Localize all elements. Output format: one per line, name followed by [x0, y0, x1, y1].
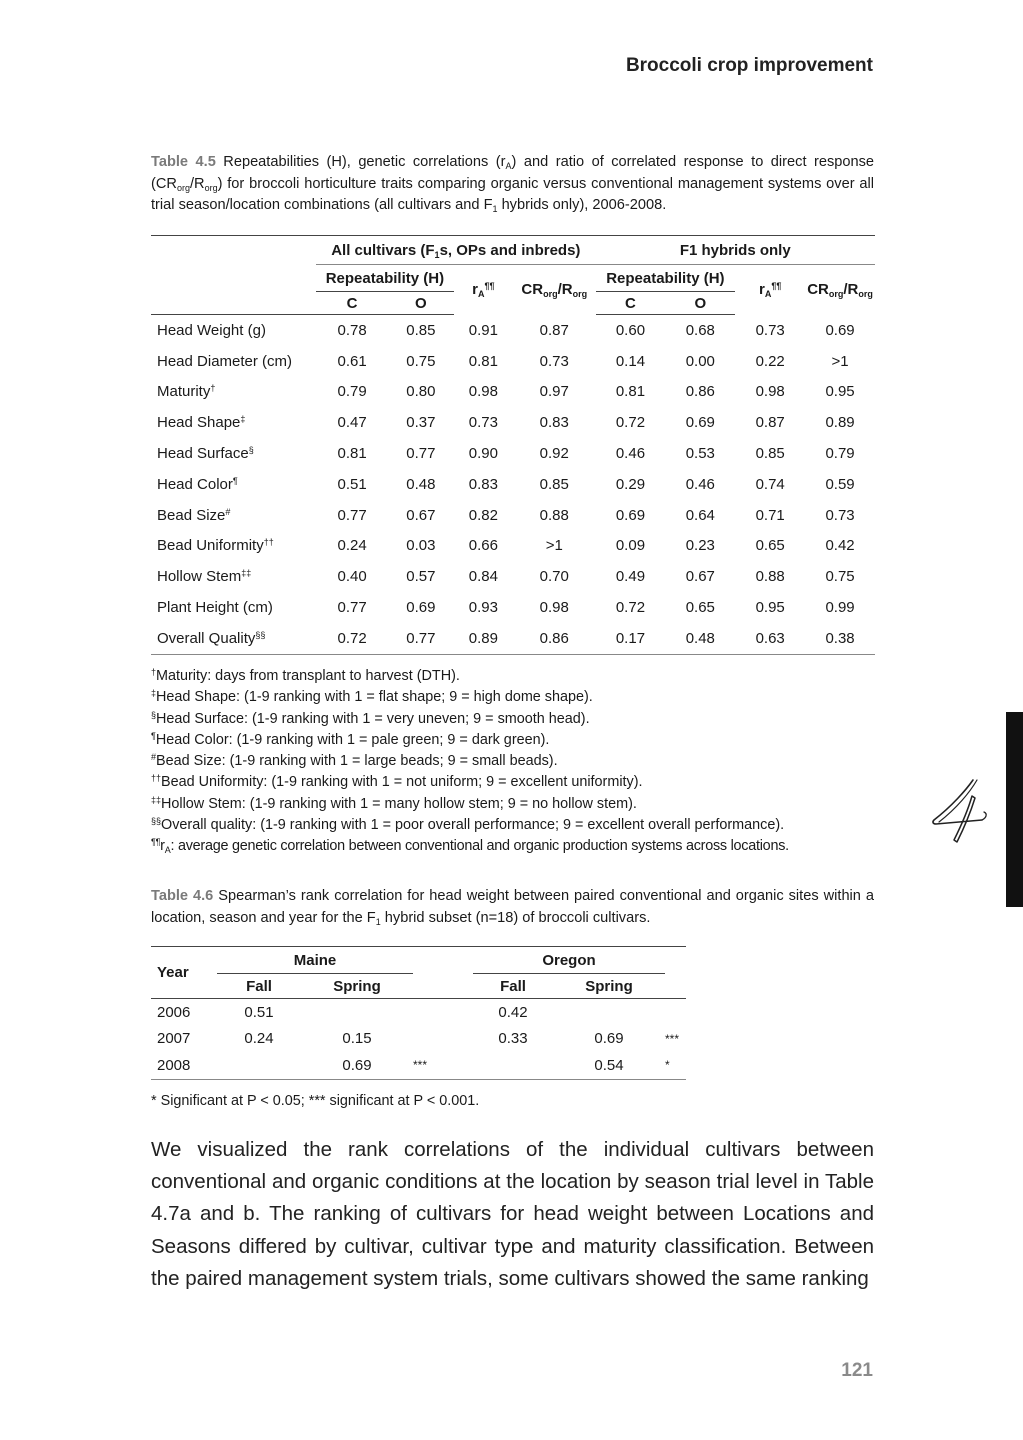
footnote [151, 709, 881, 730]
footnote-mark: ‡ [151, 688, 157, 699]
ra-base: r [472, 281, 478, 299]
value-cell: 0.23 [685, 537, 715, 555]
table-4-5 [151, 235, 875, 655]
table-row [151, 377, 875, 408]
col-o: O [665, 292, 735, 315]
oregon-fall-cell: 0.42 [498, 1003, 528, 1021]
table-row [151, 623, 875, 654]
cr-header [513, 265, 596, 315]
value-cell: 0.73 [825, 506, 855, 524]
table-row [151, 592, 875, 623]
footnote [151, 772, 881, 793]
footnote-mark: ‡‡ [241, 568, 252, 579]
value-cell: 0.95 [825, 383, 855, 401]
footnote [151, 794, 881, 815]
season-fall: Fall [217, 974, 301, 999]
value-cell: 0.48 [406, 475, 436, 493]
trait-cell [151, 377, 316, 408]
value-cell: 0.85 [755, 445, 785, 463]
value-cell: 0.77 [337, 599, 367, 617]
chapter-number-mark [926, 776, 992, 846]
value-cell: 0.95 [755, 599, 785, 617]
trait-cell [151, 407, 316, 438]
header-blank [413, 974, 473, 999]
trait-cell [151, 623, 316, 654]
cr-mid: /R [843, 281, 859, 299]
season-spring: Spring [301, 974, 413, 999]
value-cell: 0.81 [337, 445, 367, 463]
maine-significance [413, 1026, 473, 1053]
header-blank [151, 292, 316, 315]
value-cell: >1 [831, 352, 849, 370]
value-cell: 0.83 [468, 475, 498, 493]
value-cell: 0.09 [615, 537, 646, 555]
value-cell: 0.74 [755, 475, 785, 493]
value-cell: 0.84 [468, 568, 498, 586]
trait-cell [151, 561, 316, 592]
footnote-ra-sub: A [164, 845, 171, 856]
cr-sub: org [828, 289, 844, 300]
trait-label: Maturity [157, 383, 211, 401]
value-cell: 0.75 [406, 352, 436, 370]
trait-cell [151, 438, 316, 469]
ra-header [454, 265, 513, 315]
value-cell: 0.85 [406, 321, 436, 339]
value-cell: 0.66 [468, 537, 498, 555]
value-cell: 0.48 [665, 623, 735, 654]
value-cell: 0.38 [805, 623, 875, 654]
value-cell: 0.88 [755, 568, 785, 586]
footnote [151, 751, 881, 772]
footnote-mark: § [151, 709, 157, 720]
value-cell: 0.79 [825, 445, 855, 463]
value-cell: 0.77 [388, 623, 454, 654]
footnote-ra [151, 836, 881, 857]
value-cell: 0.37 [406, 414, 436, 432]
col-c: C [596, 292, 666, 315]
oregon-fall-cell [473, 1052, 553, 1079]
table-row [151, 531, 875, 562]
value-cell: 0.68 [685, 321, 715, 339]
header-blank [151, 265, 316, 292]
col-c: C [316, 292, 388, 315]
ra-sup: ¶¶ [484, 281, 495, 292]
trait-label: Head Surface [157, 445, 249, 463]
footnote-text: Bead Uniformity: (1-9 ranking with 1 = not uniform; 9 = excellent uniformity). [161, 774, 643, 791]
trait-label: Plant Height (cm) [157, 599, 273, 617]
trait-cell [151, 500, 316, 531]
value-cell: 0.89 [454, 623, 513, 654]
value-cell: 0.47 [337, 414, 367, 432]
value-cell: 0.98 [468, 383, 498, 401]
value-cell: 0.98 [755, 383, 785, 401]
caption-text: ) and ratio of correlated response to direct response (CR [151, 154, 875, 192]
value-cell: 0.65 [685, 599, 715, 617]
table-row [151, 999, 686, 1026]
footnote [151, 666, 881, 687]
running-head: Broccoli crop improvement [625, 55, 873, 76]
trait-cell [151, 469, 316, 500]
footnote-mark: † [151, 667, 157, 677]
trait-label: Bead Uniformity [157, 537, 264, 555]
ra-sup: ¶¶ [771, 281, 782, 292]
oregon-spring-cell: 0.69 [594, 1030, 624, 1048]
oregon-fall-cell: 0.33 [498, 1030, 528, 1048]
cr-header [805, 265, 875, 315]
value-cell: 0.42 [825, 537, 855, 555]
header-blank [151, 236, 316, 265]
oregon-significance: * [665, 1052, 686, 1079]
oregon-spring-cell [553, 999, 665, 1026]
table-4-6-caption [151, 886, 874, 929]
caption-text: hybrid subset (n=18) of broccoli cultivars. [380, 909, 651, 926]
footnote-mark: ‡ [240, 414, 246, 425]
header-blank [665, 947, 686, 974]
value-cell: 0.71 [755, 506, 785, 524]
value-cell: 0.73 [468, 414, 498, 432]
caption-text: Spearman’s rank correlation for head weight between paired conventional and organic sites within a location, season and year for the F [151, 888, 875, 926]
header-blank [665, 974, 686, 999]
trait-label: Head Color [157, 475, 233, 493]
value-cell: 0.51 [337, 475, 367, 493]
value-cell: 0.80 [406, 383, 436, 401]
value-cell: 0.77 [406, 445, 436, 463]
table-row [151, 407, 875, 438]
ra-sub: A [478, 289, 485, 300]
table-row [151, 500, 875, 531]
footnote-mark: # [151, 752, 157, 763]
value-cell: 0.46 [685, 475, 715, 493]
value-cell: 0.03 [406, 537, 436, 555]
value-cell: 0.40 [337, 568, 367, 586]
trait-label: Hollow Stem [157, 568, 242, 586]
caption-text: hybrids only), 2006-2008. [497, 197, 667, 213]
ra-header [735, 265, 805, 315]
value-cell: 0.49 [615, 568, 646, 586]
year-header: Year [151, 947, 217, 999]
value-cell: 0.81 [468, 352, 498, 370]
group-f1-hybrids: F1 hybrids only [596, 236, 875, 265]
trait-label: Head Shape [157, 414, 241, 432]
header-blank [413, 947, 473, 974]
value-cell: 0.99 [825, 599, 855, 617]
value-cell: 0.24 [337, 537, 367, 555]
footnote [151, 687, 881, 708]
footnote-mark: # [225, 506, 231, 517]
footnote-text: Head Color: (1-9 ranking with 1 = pale green; 9 = dark green). [155, 731, 550, 748]
ra-base: r [758, 281, 765, 299]
value-cell: 0.29 [615, 475, 646, 493]
maine-spring-cell: 0.15 [342, 1030, 372, 1048]
value-cell: 0.98 [539, 599, 569, 617]
footnote-mark: ¶ [232, 475, 238, 486]
body-paragraph: We visualized the rank correlations of the individual cultivars between conventional and organic conditions at the location by season trial level in Table 4.7a and b. The ranking of cultivars for head weight between Locations and Seasons differed by cultivar, cultivar type and maturity classification. Between the paired management system trials, some cultivars showed the same ranking [151, 1138, 874, 1290]
col-o: O [388, 292, 454, 315]
table-row [151, 469, 875, 500]
trait-label: Overall Quality [157, 629, 256, 647]
value-cell: 0.90 [468, 445, 498, 463]
table-4-6 [151, 946, 686, 1080]
cr-sub: org [858, 289, 873, 300]
cr-base: CR [521, 281, 544, 299]
value-cell: 0.91 [468, 321, 498, 339]
value-cell: 0.67 [685, 568, 715, 586]
footnote-text: Overall quality: (1-9 ranking with 1 = poor overall performance; 9 = excellent overall performance). [161, 817, 785, 834]
chapter-thumb-tab [1006, 712, 1023, 907]
caption-text: ) for broccoli horticulture traits comparing organic versus conventional management systems over all trial season/location combinations (all cultivars and F [151, 175, 874, 213]
footnote-mark: §§ [255, 629, 266, 640]
table-row [151, 315, 875, 346]
footnote-text: Maturity: days from transplant to harvest (DTH). [156, 668, 460, 684]
value-cell: 0.85 [539, 475, 569, 493]
value-cell: 0.79 [337, 383, 367, 401]
group-all-text: All cultivars (F [331, 241, 435, 259]
value-cell: 0.87 [539, 321, 569, 339]
value-cell: 0.82 [468, 506, 498, 524]
group-all-text: s, OPs and inbreds) [439, 241, 581, 259]
footnote-mark: § [248, 445, 254, 456]
table-4-5-label: Table 4.5 [151, 154, 216, 170]
trait-cell [151, 592, 316, 623]
value-cell: 0.75 [825, 568, 855, 586]
value-cell: >1 [545, 537, 563, 555]
value-cell: 0.81 [615, 383, 646, 401]
table-4-6-body [151, 999, 686, 1080]
value-cell: 0.22 [755, 352, 785, 370]
footnote-text: Bead Size: (1-9 ranking with 1 = large beads; 9 = small beads). [156, 753, 558, 770]
ra-sub: A [764, 289, 772, 300]
maine-fall-cell: 0.24 [244, 1030, 274, 1048]
season-spring: Spring [553, 974, 665, 999]
value-cell: 0.73 [539, 352, 569, 370]
value-cell: 0.77 [337, 506, 367, 524]
oregon-spring-cell: 0.54 [553, 1052, 665, 1079]
page-number: 121 [841, 1360, 873, 1381]
footnote-mark: §§ [151, 816, 162, 827]
value-cell: 0.83 [539, 414, 569, 432]
trait-label: Head Diameter (cm) [157, 352, 293, 370]
footnote [151, 730, 881, 751]
value-cell: 0.92 [539, 445, 569, 463]
table-4-5-footnotes [151, 666, 881, 858]
cr-base: CR [807, 281, 829, 299]
value-cell: 0.17 [596, 623, 666, 654]
value-cell: 0.59 [825, 475, 855, 493]
location-oregon: Oregon [473, 947, 665, 974]
caption-subscript: org [204, 182, 218, 193]
caption-text: /R [189, 175, 205, 192]
value-cell: 0.64 [685, 506, 715, 524]
caption-subscript: 1 [492, 204, 498, 214]
trait-label: Head Weight (g) [157, 321, 266, 339]
maine-significance: *** [413, 1052, 473, 1079]
year-cell: 2006 [157, 1003, 191, 1021]
footnote-text: : average genetic correlation between conventional and organic production systems across locations. [170, 838, 789, 855]
value-cell: 0.00 [685, 352, 715, 370]
value-cell: 0.67 [406, 506, 436, 524]
caption-subscript: org [176, 182, 190, 193]
value-cell: 0.86 [513, 623, 596, 654]
maine-spring-cell: 0.69 [301, 1052, 413, 1079]
value-cell: 0.65 [755, 537, 785, 555]
value-cell: 0.97 [539, 383, 569, 401]
value-cell: 0.72 [615, 414, 646, 432]
table-row [151, 1052, 686, 1079]
group-all-cultivars [316, 236, 595, 265]
value-cell: 0.89 [825, 414, 855, 432]
footnote-mark: †† [263, 537, 274, 548]
table-4-5-caption [151, 152, 874, 217]
caption-subscript: A [505, 161, 512, 171]
footnote-mark: †† [151, 773, 162, 784]
value-cell: 0.86 [685, 383, 715, 401]
cr-sub: org [572, 289, 588, 300]
value-cell: 0.73 [755, 321, 785, 339]
footnote-mark: ‡‡ [151, 794, 162, 805]
footnote [151, 815, 881, 836]
trait-cell [151, 346, 316, 377]
table-row [151, 561, 875, 592]
season-fall: Fall [473, 974, 553, 999]
cr-mid: /R [557, 281, 573, 299]
value-cell: 0.57 [406, 568, 436, 586]
value-cell: 0.70 [539, 568, 569, 586]
maine-significance [413, 999, 473, 1026]
trait-label: Bead Size [157, 506, 226, 524]
trait-cell [151, 315, 316, 346]
footnote-text: Hollow Stem: (1-9 ranking with 1 = many hollow stem; 9 = no hollow stem). [161, 795, 637, 812]
value-cell: 0.88 [539, 506, 569, 524]
value-cell: 0.69 [685, 414, 715, 432]
trait-cell [151, 531, 316, 562]
value-cell: 0.63 [735, 623, 805, 654]
year-cell: 2008 [151, 1052, 217, 1079]
repeatability-header: Repeatability (H) [596, 265, 736, 292]
significance-note: * Significant at P < 0.05; *** significant at P < 0.001. [151, 1093, 480, 1109]
cr-sub: org [543, 289, 558, 300]
caption-subscript: 1 [375, 916, 381, 927]
footnote-mark: ¶¶ [151, 837, 161, 848]
footnote-text: Head Shape: (1-9 ranking with 1 = flat shape; 9 = high dome shape). [156, 689, 593, 706]
maine-spring-cell [301, 999, 413, 1026]
table-row [151, 438, 875, 469]
value-cell: 0.53 [685, 445, 715, 463]
value-cell: 0.14 [615, 352, 646, 370]
footnote-text: Head Surface: (1-9 ranking with 1 = very uneven; 9 = smooth head). [156, 710, 590, 727]
value-cell: 0.69 [825, 321, 855, 339]
value-cell: 0.87 [755, 414, 785, 432]
location-maine: Maine [217, 947, 413, 974]
oregon-significance: *** [665, 1031, 680, 1046]
maine-fall-cell: 0.51 [244, 1003, 274, 1021]
oregon-significance [665, 999, 686, 1026]
table-row [151, 346, 875, 377]
table-row [151, 1026, 686, 1053]
value-cell: 0.93 [468, 599, 498, 617]
value-cell: 0.61 [337, 352, 367, 370]
value-cell: 0.60 [615, 321, 646, 339]
value-cell: 0.72 [615, 599, 646, 617]
maine-fall-cell [217, 1052, 301, 1079]
group-all-subscript: 1 [434, 249, 440, 260]
table-4-5-body [151, 315, 875, 655]
footnote-mark: † [210, 383, 216, 394]
year-cell: 2007 [157, 1030, 191, 1048]
value-cell: 0.69 [615, 506, 646, 524]
table-4-6-label: Table 4.6 [151, 888, 214, 904]
value-cell: 0.46 [615, 445, 646, 463]
footnote-ra-base: r [160, 838, 165, 855]
value-cell: 0.69 [406, 599, 436, 617]
footnote-mark: ¶ [151, 730, 156, 741]
caption-text: Repeatabilities (H), genetic correlations (r [215, 154, 506, 170]
repeatability-header: Repeatability (H) [316, 265, 454, 292]
value-cell: 0.78 [337, 321, 367, 339]
value-cell: 0.72 [316, 623, 388, 654]
